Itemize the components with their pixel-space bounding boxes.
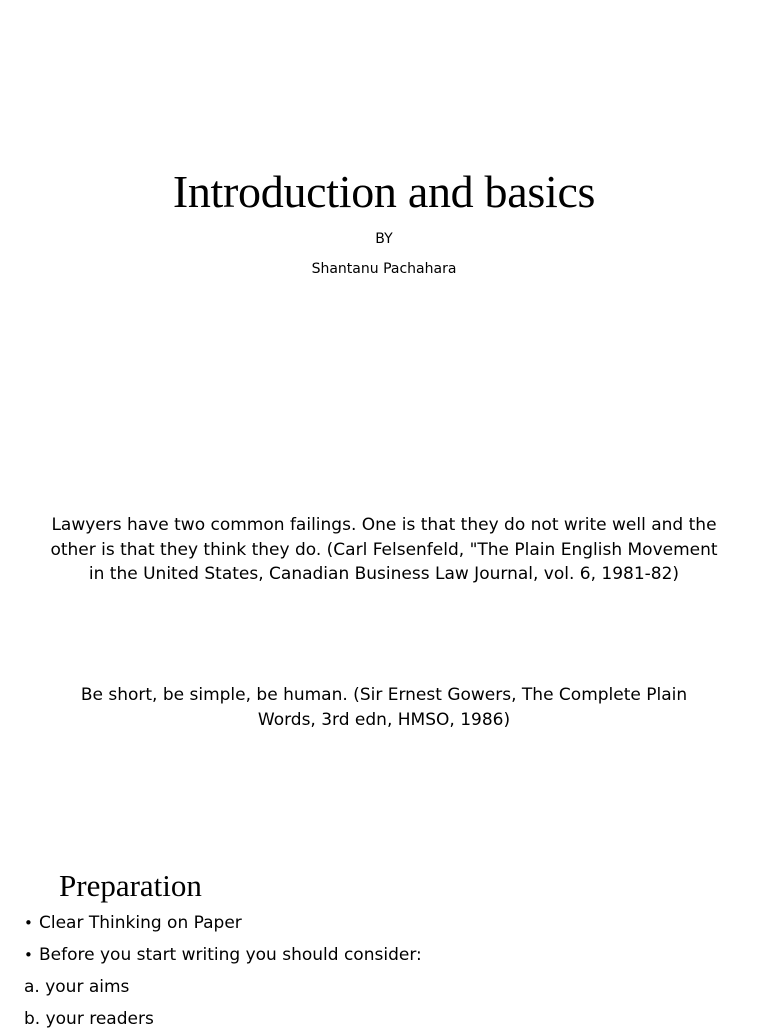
bullet-icon: •	[24, 914, 33, 932]
bullet-icon: •	[24, 946, 33, 964]
list-item: a. your aims	[24, 977, 130, 997]
document-title: Introduction and basics	[172, 166, 596, 217]
list-item: b. your readers	[24, 1009, 154, 1029]
by-label: BY	[375, 231, 393, 247]
quote-felsenfeld: Lawyers have two common failings. One is that they do not write well and the other is that they think they do. (Carl Felsenfeld, "The Plain English Movement in the United States, Canadian Business Law Journal, vol. 6, 1981-82)	[50, 515, 718, 584]
author-name: Shantanu Pachahara	[311, 261, 457, 277]
bullet-item	[24, 911, 242, 935]
bullet-text: Before you start writing you should consider:	[39, 945, 422, 965]
bullet-text: Clear Thinking on Paper	[39, 913, 242, 933]
bullet-item	[24, 943, 422, 967]
quote-gowers: Be short, be simple, be human. (Sir Ernest Gowers, The Complete Plain Words, 3rd edn, HMSO, 1986)	[80, 685, 688, 730]
section-heading: Preparation	[59, 868, 202, 903]
